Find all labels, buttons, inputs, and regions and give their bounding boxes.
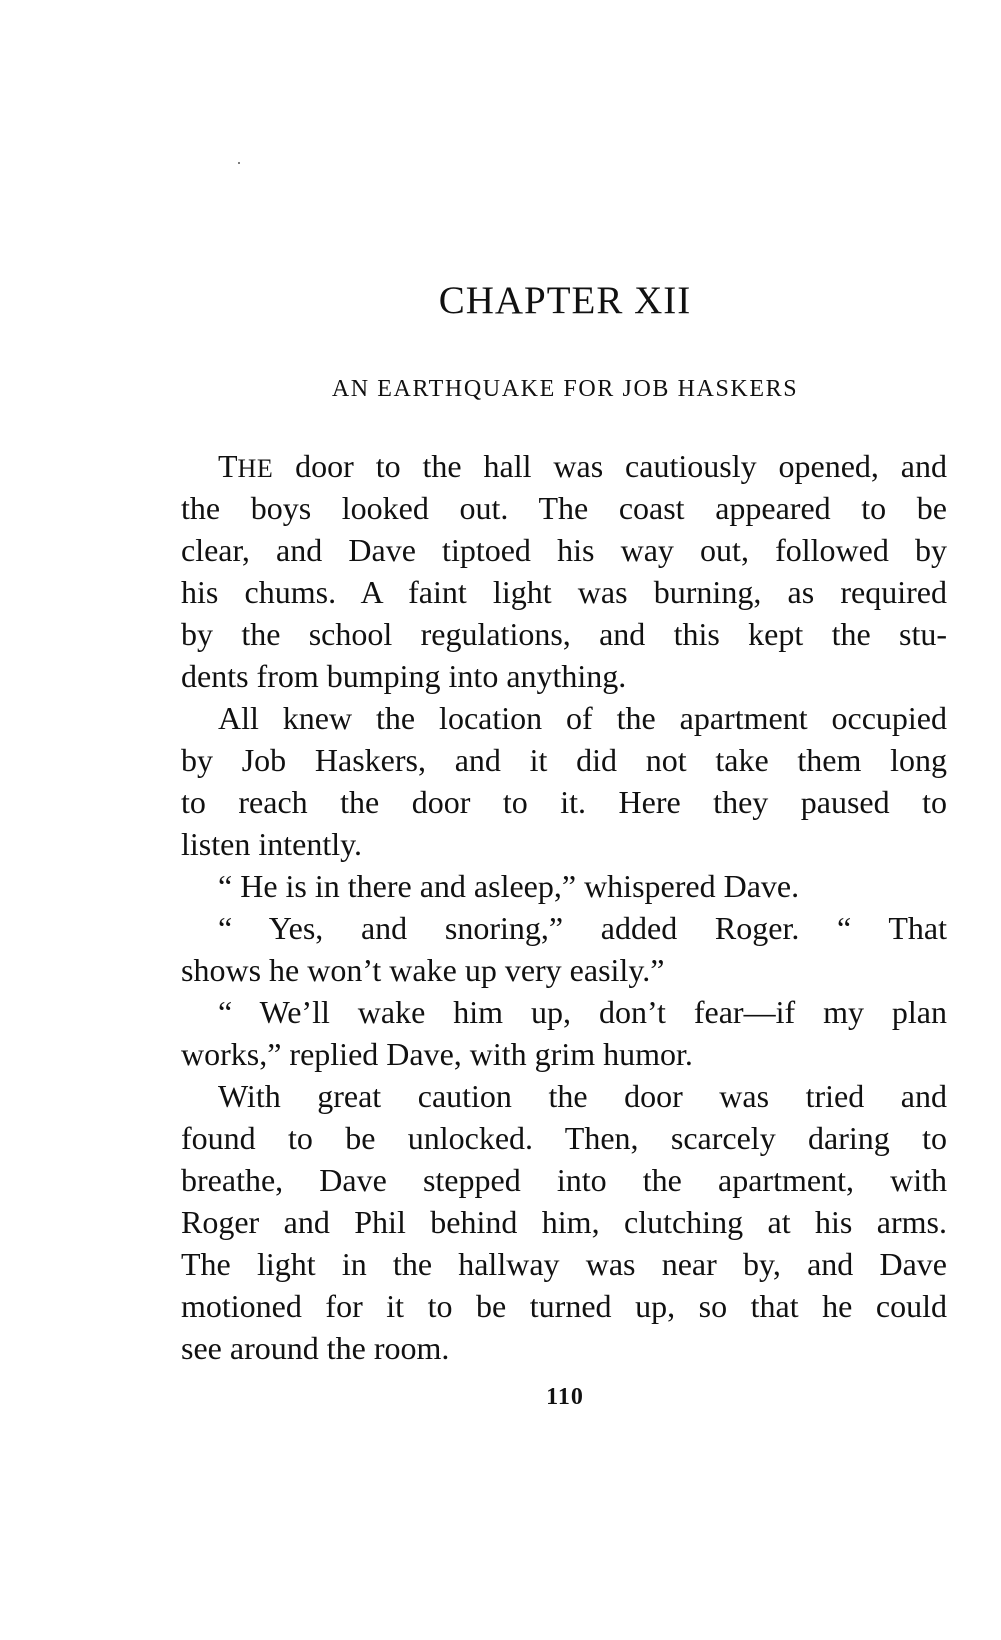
text-line-11: “ He is in there and asleep,” whispered Dave.	[218, 868, 800, 904]
chapter-text	[181, 445, 947, 1369]
text-line-10: listen intently.	[181, 826, 363, 862]
text-line-22: see around the room.	[181, 1330, 450, 1366]
text-line-18: breathe, Dave stepped into the apartment, with	[181, 1162, 947, 1198]
text-line-16: With great caution the door was tried and	[218, 1078, 947, 1114]
text-line-17: found to be unlocked. Then, scarcely daring to	[181, 1120, 947, 1156]
text-line-13: shows he won’t wake up very easily.”	[181, 952, 665, 988]
text-line-5: by the school regulations, and this kept the stu-	[181, 616, 947, 652]
text-line-15: works,” replied Dave, with grim humor.	[181, 1036, 693, 1072]
text-line-19: Roger and Phil behind him, clutching at his arms.	[181, 1204, 947, 1240]
text-line-3: clear, and Dave tiptoed his way out, followed by	[181, 532, 947, 568]
chapter-title: AN EARTHQUAKE FOR JOB HASKERS	[331, 376, 799, 402]
text-line-1: THE door to the hall was cautiously opened, and	[218, 448, 947, 484]
chapter-heading: CHAPTER XII	[438, 279, 692, 322]
text-line-7: All knew the location of the apartment occupied	[218, 700, 947, 736]
text-line-21: motioned for it to be turned up, so that he could	[181, 1288, 947, 1324]
paper-speck	[238, 162, 240, 164]
opening-word: THE	[218, 448, 274, 484]
text-line-4: his chums. A faint light was burning, as required	[181, 574, 947, 610]
text-line-2: the boys looked out. The coast appeared to be	[181, 490, 947, 526]
text-line-14: “ We’ll wake him up, don’t fear—if my plan	[218, 994, 947, 1030]
text-line-20: The light in the hallway was near by, and Dave	[181, 1246, 947, 1282]
text-line-8: by Job Haskers, and it did not take them long	[181, 742, 947, 778]
text-line-12: “ Yes, and snoring,” added Roger. “ That	[218, 910, 947, 946]
page-number: 110	[546, 1384, 584, 1410]
text-line-6: dents from bumping into anything.	[181, 658, 627, 694]
text-line-9: to reach the door to it. Here they paused to	[181, 784, 947, 820]
